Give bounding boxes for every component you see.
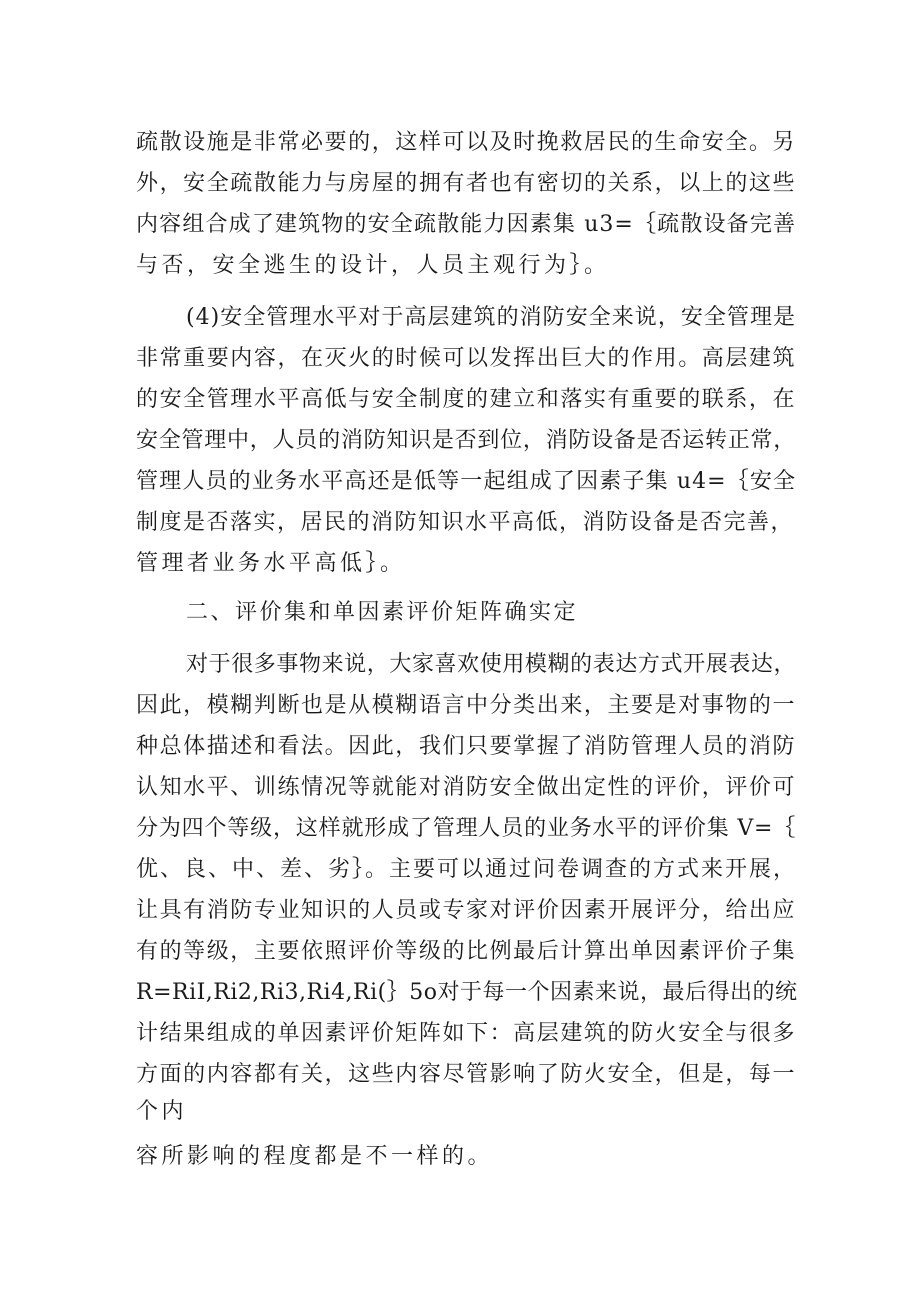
section-heading: 二、评价集和单因素评价矩阵确实定 — [186, 600, 579, 625]
paragraph-line: 管理人员的业务水平高还是低等一起组成了因素子集 u4=｛安全 — [136, 469, 796, 494]
paragraph-line: 的安全管理水平高低与安全制度的建立和落实有重要的联系，在 — [136, 387, 796, 412]
paragraph-line: 非常重要内容，在灭火的时候可以发挥出巨大的作用。高层建筑 — [136, 346, 796, 371]
paragraph-line: (4)安全管理水平对于高层建筑的消防安全来说，安全管理是 — [186, 305, 796, 330]
paragraph-line: 安全管理中，人员的消防知识是否到位，消防设备是否运转正常， — [136, 428, 796, 453]
paragraph-line: 内容组合成了建筑物的安全疏散能力因素集 u3=｛疏散设备完善 — [136, 212, 796, 237]
paragraph-line: 让具有消防专业知识的人员或专家对评价因素开展评分，给出应 — [136, 898, 796, 923]
paragraph-line: 外，安全疏散能力与房屋的拥有者也有密切的关系，以上的这些 — [136, 171, 796, 196]
paragraph-line: 种总体描述和看法。因此，我们只要掌握了消防管理人员的消防 — [136, 734, 796, 759]
paragraph-line: 因此，模糊判断也是从模糊语言中分类出来，主要是对事物的一 — [136, 693, 796, 718]
paragraph-line: 计结果组成的单因素评价矩阵如下：高层建筑的防火安全与很多 — [136, 1021, 796, 1046]
paragraph-line: 分为四个等级，这样就形成了管理人员的业务水平的评价集 V=｛ — [136, 816, 796, 841]
paragraph-line: 优、良、中、差、劣｝。主要可以通过问卷调查的方式来开展， — [136, 857, 798, 882]
paragraph-line: 容所影响的程度都是不一样的。 — [136, 1144, 494, 1169]
paragraph-line: 与否，安全逃生的设计，人员主观行为｝。 — [136, 253, 610, 278]
paragraph-line: 疏散设施是非常必要的，这样可以及时挽救居民的生命安全。另 — [136, 130, 796, 155]
paragraph-line: 制度是否落实，居民的消防知识水平高低，消防设备是否完善， — [136, 510, 795, 535]
paragraph-line: 认知水平、训练情况等就能对消防安全做出定性的评价，评价可 — [136, 775, 796, 800]
paragraph-line: 管理者业务水平高低｝。 — [136, 551, 406, 576]
paragraph-line: 有的等级，主要依照评价等级的比例最后计算出单因素评价子集 — [136, 939, 796, 964]
paragraph-line: 个内 — [136, 1099, 188, 1124]
paragraph-line: 对于很多事物来说，大家喜欢使用模糊的表达方式开展表达， — [186, 652, 796, 677]
paragraph-line: 方面的内容都有关，这些内容尽管影响了防火安全，但是，每一 — [136, 1062, 796, 1087]
paragraph-line: R=RiI,Ri2,Ri3,Ri4,Ri(｝5o对于每一个因素来说，最后得出的统 — [136, 980, 798, 1005]
